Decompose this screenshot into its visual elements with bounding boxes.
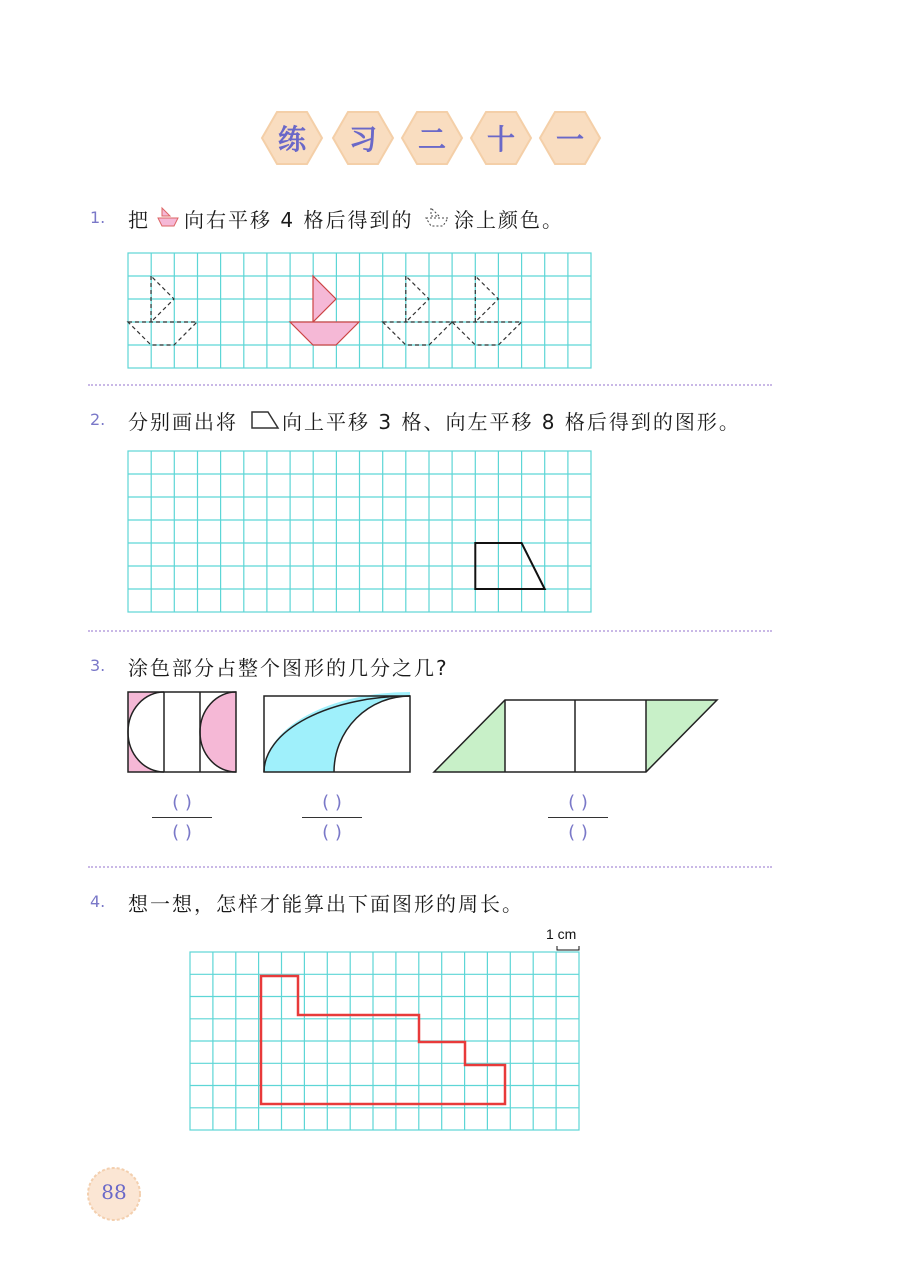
divider-3 <box>88 866 772 868</box>
title-char-3: 二 <box>402 110 462 166</box>
q3-text: 涂色部分占整个图形的几分之几? <box>128 656 449 680</box>
q2-text-a: 分别画出将 <box>128 410 238 434</box>
q1-pink-boat-icon <box>156 206 180 232</box>
title-char-4: 十 <box>471 110 531 166</box>
q3-number: 3. <box>90 656 106 675</box>
q3-answer-c-numerator[interactable]: ( ) <box>568 792 588 813</box>
title-char-5: 一 <box>540 110 600 166</box>
q3-answer-c[interactable] <box>548 792 608 843</box>
q3-figure-a <box>128 692 236 772</box>
q3-answer-c-denominator[interactable]: ( ) <box>568 822 588 843</box>
q1-dashed-boat-1 <box>128 276 197 345</box>
q3-answer-b-denominator[interactable]: ( ) <box>322 822 342 843</box>
title-char-1: 练 <box>262 110 322 166</box>
q1-dashed-boat-3 <box>452 276 521 345</box>
unit-label: 1 cm <box>546 926 577 942</box>
q3-answer-a-denominator[interactable]: ( ) <box>172 822 192 843</box>
q1-dashed-boat-2 <box>383 276 452 345</box>
q4-number: 4. <box>90 892 106 911</box>
q3-answer-b[interactable] <box>302 792 362 843</box>
q3-answer-a-numerator[interactable]: ( ) <box>172 792 192 813</box>
divider-1 <box>88 384 772 386</box>
q4-red-outline <box>261 976 505 1104</box>
q4-text: 想一想，怎样才能算出下面图形的周长。 <box>128 892 524 916</box>
q3-answer-b-numerator[interactable]: ( ) <box>322 792 342 813</box>
q2-trapezoid-icon <box>250 410 280 430</box>
q2-number: 2. <box>90 410 106 429</box>
q2-trapezoid <box>475 543 544 589</box>
fraction-bar <box>152 817 212 818</box>
q1-dashed-boat-icon <box>424 206 450 232</box>
q1-text-c: 涂上颜色。 <box>454 208 564 232</box>
q1-text-a: 把 <box>128 208 150 232</box>
divider-2 <box>88 630 772 632</box>
q1-text-b: 向右平移 4 格后得到的 <box>184 208 414 232</box>
q3-figure-b <box>264 692 410 772</box>
fraction-bar <box>302 817 362 818</box>
q2-text-b: 向上平移 3 格、向左平移 8 格后得到的图形。 <box>282 410 741 434</box>
q1-number: 1. <box>90 208 106 227</box>
title-char-2: 习 <box>333 110 393 166</box>
q3-answer-a[interactable] <box>152 792 212 843</box>
q1-pink-boat <box>290 276 359 345</box>
fraction-bar <box>548 817 608 818</box>
q3-figure-c <box>434 700 717 772</box>
page-number: 88 <box>101 1180 127 1204</box>
